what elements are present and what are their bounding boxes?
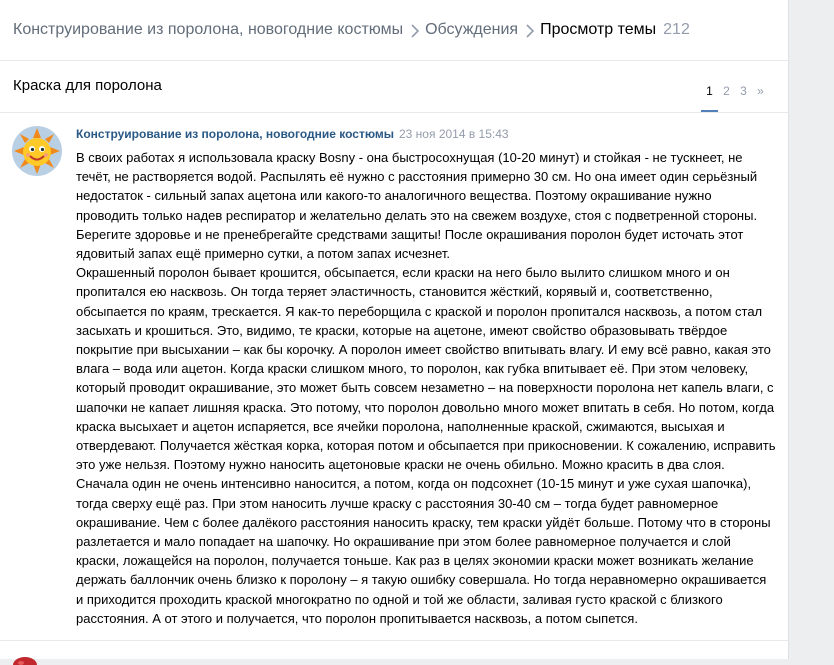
topic-title: Краска для поролона <box>13 77 162 94</box>
next-post-avatar-icon[interactable] <box>12 651 38 665</box>
page-link-1[interactable]: 1 <box>701 83 718 112</box>
post-date-link[interactable]: 23 ноя 2014 в 15:43 <box>399 127 509 141</box>
page-link-3[interactable]: 3 <box>740 84 747 98</box>
breadcrumb-group-link[interactable]: Конструирование из поролона, новогодние костюмы <box>13 21 404 38</box>
chevron-right-icon <box>403 20 425 41</box>
post-author-link[interactable]: Конструирование из поролона, новогодние костюмы <box>76 127 395 141</box>
pagination <box>701 83 769 112</box>
post-paragraph: В своих работах я использовала краску Bosny - она быстросохнущая (10-20 минут) и стойкая - не тускнеет, не течёт, не растворяется водой. Распылять её нужно с расстояния примерно 30 см. Но она имеет один серьёзный недостаток - сильный запах ацетона или какого-то аналогичного вещества. Поэтому окрашивание нужно проводить только надев респиратор и желательно делать это на свежем воздухе, стоя с подветренной стороны. Берегите здоровье и не пренебрегайте средствами защиты! После окрашивания поролон будет источать этот ядовитый запах ещё примерно сутки, а потом запах исчезнет. <box>76 150 758 262</box>
topic-header <box>0 61 789 113</box>
breadcrumb-discussions-link[interactable]: Обсуждения <box>425 21 519 38</box>
breadcrumb-current: Просмотр темы <box>540 21 657 38</box>
post-count: 212 <box>663 21 690 38</box>
sun-avatar-icon <box>12 126 62 176</box>
avatar[interactable] <box>12 126 62 176</box>
next-forum-post <box>0 641 789 659</box>
post-text <box>76 148 776 628</box>
page-next-link[interactable]: » <box>757 84 764 98</box>
post-paragraph: Окрашенный поролон бывает крошится, обсыпается, если краски на него было вылито слишком много и он пропитался ею насквозь. Он тогда теряет эластичность, становится жёсткий, корявый и, соответственно, обсыпается по краям, трескается. Я как-то переборщила с краской и поролон пропитался насквозь, а потом стал засыхать и крошиться. Это, видимо, те краски, которые на ацетоне, имеют свойство образовывать твёрдое покрытие при высыхании – как бы корочку. А поролон имеет свойство впитывать влагу. И ему всё равно, какая это влага – вода или ацетон. Когда краски слишком много, то поролон, как губка впитывает её. При этом человеку, который проводит окрашивание, это может быть совсем незаметно – на поверхности поролона нет капель влаги, с шапочки не капает лишняя краска. Это потому, что поролон довольно много может впитать в себя. Но потом, когда краска высыхает и ацетон испаряется, все ячейки поролона, наполненные краской, сжимаются, высыхая и отвердевают. Получается жёсткая корка, которая потом и обсыпается при прикосновении. К сожалению, исправить это уже нельзя. Поэтому нужно наносить ацетоновые краски не очень обильно. Можно красить в два слоя. Сначала один не очень интенсивно наносится, а потом, когда он подсохнет (10-15 минут и уже сухая шапочка), тогда сверху ещё раз. При этом наносить лучше краску с расстояния 30-40 см – тогда будет равномерное окрашивание. Чем с более далёкого расстояния наносить краску, тем краски уйдёт больше. Потому что в стороны разлетается и мало попадает на шапочку. Но окрашивание при этом более равномерное получается и слой краски, ложащейся на поролон, получается тоньше. Как раз в целях экономии краски может возникать желание держать баллончик очень близко к поролону – я такую ошибку совершала. Но тогда неравномерно окрашивается и приходится проходить краской многократно по одной и той же области, заливая густо краской с близкого расстояния. А от этого и получается, что поролон пропитывается насквозь, а потом сыпется. <box>76 265 776 626</box>
breadcrumb <box>0 0 789 61</box>
page-link-2[interactable]: 2 <box>723 84 730 98</box>
chevron-right-icon <box>518 20 540 41</box>
